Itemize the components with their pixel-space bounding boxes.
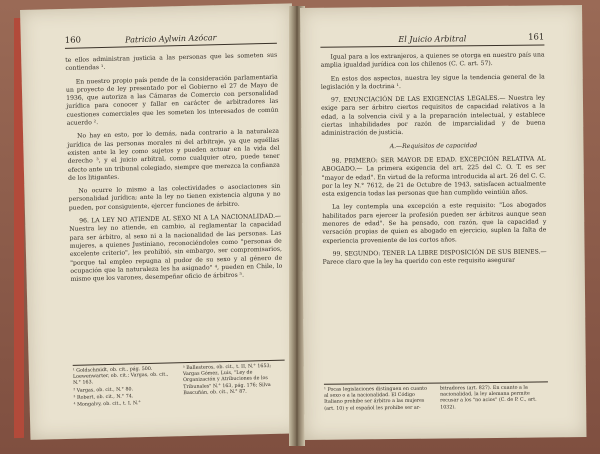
- footnote: ³ Robert, ob. cit., N.° 74.: [73, 394, 134, 401]
- paragraph: No hay en esto, por lo demás, nada contrario a la naturaleza jurídica de las personas morales ni del arbitraje, ya que aquéllas existen ante la ley como sujetos y pueden actuar en la vida del derecho ³, y el juicio arbitral, como cualquier otro, puede tener efecto ante un tribunal colegiado, siempre que merezca la confianza de los litigantes.: [67, 128, 280, 182]
- paragraph: En estos dos aspectos, nuestra ley sigue la tendencia general de la legislación y la doctrina ¹.: [320, 73, 545, 91]
- footnote: ¹ Goldschmidt, ob. cit., pág. 500. Loewenwarter, ob. cit.; Vargas, ob. cit., N.° 163.: [72, 366, 169, 387]
- left-page: [20, 3, 302, 440]
- left-running-head: Patricio Aylwin Azócar: [124, 33, 217, 45]
- left-footnotes: [73, 360, 286, 410]
- paragraph-section-96: 96. LA LEY NO ATIENDE AL SEXO NI A LA NACIONALIDAD.— Nuestra ley no atiende, en cambio, al reglamentar la capacidad para ser árbitro, al sexo ni a la nacionalidad de las personas. Las mujeres, a quienes Justiniano, reconociéndoles como "personas de excelente criterio", les prohibió, sin embargo, ser compromisarios, "porque tal empleo repugna al pudor de su sexo y al género de ocupación que la naturaleza les ha asignado" ⁴, pueden en Chile, lo mismo que los varones, desempeñar oficio de árbitros ⁵.: [69, 212, 283, 283]
- paragraph-section-97: 97. ENUNCIACIÓN DE LAS EXIGENCIAS LEGALES.— Nuestra ley exige para ser árbitro ciertos requisitos de capacidad relativos a la edad, a la solvencia civil y a la preparación intelectual, y establece ciertas inhabilidades por razón de imparcialidad y de buena administración de justicia.: [321, 94, 546, 138]
- footnotes-column: [73, 366, 176, 410]
- section-heading: A.—Requisitos de capacidad: [389, 141, 478, 150]
- left-page-number: 160: [64, 35, 82, 46]
- right-running-head: El Juicio Arbitral: [398, 34, 467, 44]
- right-footnotes: [324, 381, 548, 413]
- left-page-header: [65, 32, 277, 49]
- paragraph-section-99: 99. SEGUNDO: TENER LA LIBRE DISPOSICIÓN DE SUS BIENES.— Parece claro que la ley ha querido con este requisito asegurar: [322, 248, 547, 267]
- footnote: bitradores (art. 827). En cuanto a la nacionalidad, la ley alemana permite recusar a los "no acios" (C. de P. C., art. 1032).: [439, 385, 537, 411]
- footnote: ¹ Pocas legislaciones distinguen en cuanto al sexo o a la nacionalidad. El Código Italiano prohibe ser árbitro a las mujeres (art. 10) y el español les prohibe ser ar-: [323, 386, 428, 412]
- footnote: ⁵ Ballesteros, ob. cit., t. II, N.° 1653; Vargas Gómez, Luis, "Ley de Organización y Atribuciones de los Tribunales" N.° 163, pág. 176; Silva Bascuñán, ob. cit., N.° 87.: [182, 363, 272, 396]
- paragraph-section-98: 98. PRIMERO: SER MAYOR DE EDAD. EXCEPCIÓN RELATIVA AL ABOGADO.— La primera exigencia del art. 225 del C. O. T. es ser "mayor de edad". En virtud de la reforma introducida al art. 26 del C. C. por la ley N.° 7612, de 21 de Octubre de 1943, satisfacen actualmente esta exigencia todas las personas que han cumplido veintiún años.: [321, 155, 546, 198]
- footnote: ⁴ Mongalvy, ob. cit., t. I, N.°: [73, 401, 141, 408]
- paragraph: En nuestro propio país pende de la consideración parlamentaria un proyecto de ley presentado por el Gobierno el 27 de Mayo de 1936, que autoriza a las Cámaras de Comercio con personalidad jurídica para conocer y fallar en carácter de arbitradores las cuestiones comerciales que les someten los interesados de común acuerdo ².: [65, 73, 279, 127]
- paragraph: No ocurre lo mismo a las colectividades o asociaciones sin personalidad jurídica; ante la ley no tienen existencia alguna y no pueden, por consiguiente, ejercer funciones de árbitro.: [68, 182, 281, 212]
- footnote: ² Vargas, ob. cit., N.° 80.: [73, 386, 134, 394]
- footnotes-column: [183, 364, 286, 408]
- right-page-body: [320, 51, 546, 272]
- paragraph: te ellos administran justicia a las personas que les someten sus contiendas ¹.: [65, 51, 278, 73]
- paragraph: La ley contempla una excepción a este requisito: "Los abogados habilitados para ejercer la profesión pueden ser árbitros aunque sean menores de edad". Se ha pensado, con razón, que la capacidad y versación propias de quien es abogado en ejercicio, suplen la falta de experiencia proveniente de los cortos años.: [322, 201, 547, 245]
- footnotes-column: [440, 385, 548, 412]
- left-page-body: [65, 52, 283, 290]
- right-page-header: [320, 33, 544, 47]
- right-page-number: 161: [528, 32, 545, 43]
- footnotes-column: [324, 387, 432, 414]
- right-page: [300, 5, 587, 440]
- paragraph: Igual para a los extranjeros, a quienes se otorga en nuestro país una amplia igualdad jurídica con los chilenos (C. C. art. 57).: [320, 51, 545, 70]
